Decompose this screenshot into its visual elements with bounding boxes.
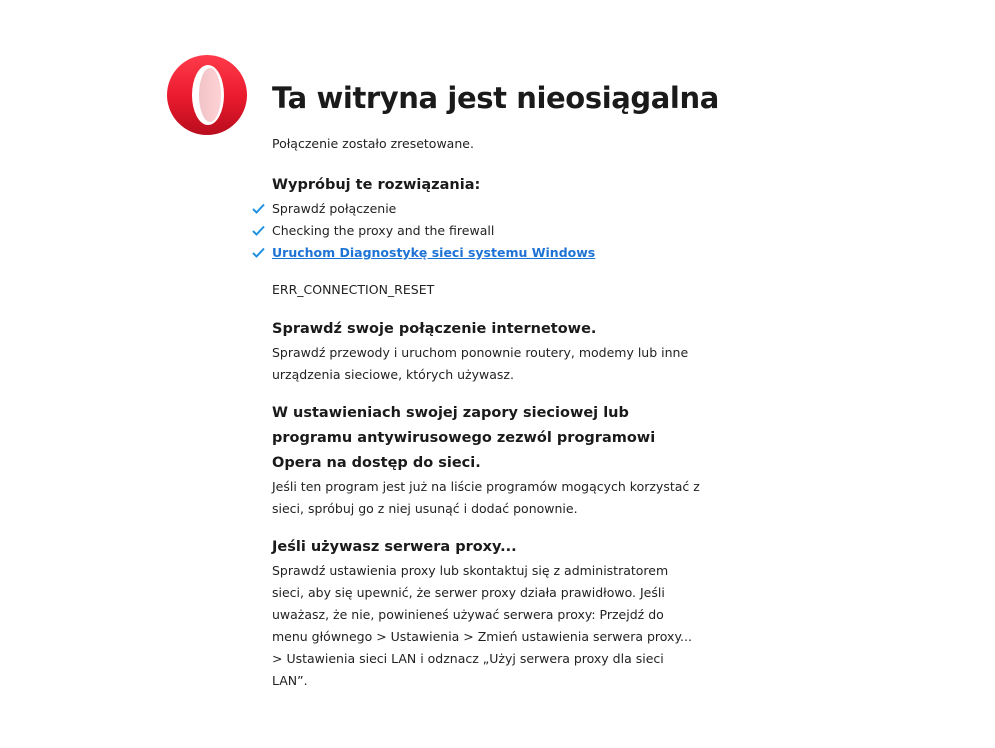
- help-section-proxy: [272, 535, 702, 692]
- help-body: Jeśli ten program jest już na liście programów mogących korzystać z sieci, spróbuj go z niej usunąć i dodać ponownie.: [272, 479, 700, 516]
- help-heading: W ustawieniach swojej zapory sieciowej lub programu antywirusowego zezwól programowi Opera na dostęp do sieci.: [272, 405, 656, 471]
- suggestion-check-connection: [272, 198, 702, 220]
- opera-logo-icon: [167, 54, 249, 136]
- checkmark-icon: [252, 225, 265, 236]
- checkmark-icon: [252, 247, 265, 258]
- error-code: ERR_CONNECTION_RESET: [272, 282, 435, 297]
- suggestion-run-diagnostics: [272, 242, 702, 264]
- error-description: Połączenie zostało zresetowane.: [272, 136, 474, 151]
- suggestions-list: [272, 198, 702, 264]
- suggestion-label: Sprawdź połączenie: [272, 201, 397, 216]
- help-heading: Sprawdź swoje połączenie internetowe.: [272, 321, 597, 337]
- suggestion-label: Checking the proxy and the firewall: [272, 223, 495, 238]
- help-body: Sprawdź ustawienia proxy lub skontaktuj się z administratorem sieci, aby się upewnić, że serwer proxy działa prawidłowo. Jeśli uważasz, że nie, powinieneś używać serwera proxy: Przejdź do menu głównego > Ustawienia > Zmień ustawienia serwera proxy... > Ustawienia sieci LAN i odznacz „Użyj serwera proxy dla sieci LAN”.: [272, 563, 692, 688]
- suggestions-heading: Wypróbuj te rozwiązania:: [272, 177, 481, 193]
- checkmark-icon: [252, 203, 265, 214]
- run-network-diagnostics-link[interactable]: Uruchom Diagnostykę sieci systemu Windows: [272, 245, 596, 260]
- help-body: Sprawdź przewody i uruchom ponownie routery, modemy lub inne urządzenia sieciowe, których używasz.: [272, 345, 689, 382]
- help-heading: Jeśli używasz serwera proxy...: [272, 539, 517, 555]
- suggestion-check-proxy: [272, 220, 702, 242]
- page-title: Ta witryna jest nieosiągalna: [272, 81, 719, 115]
- error-content: [272, 76, 719, 692]
- help-section-connection: [272, 317, 702, 386]
- help-section-firewall: [272, 401, 702, 520]
